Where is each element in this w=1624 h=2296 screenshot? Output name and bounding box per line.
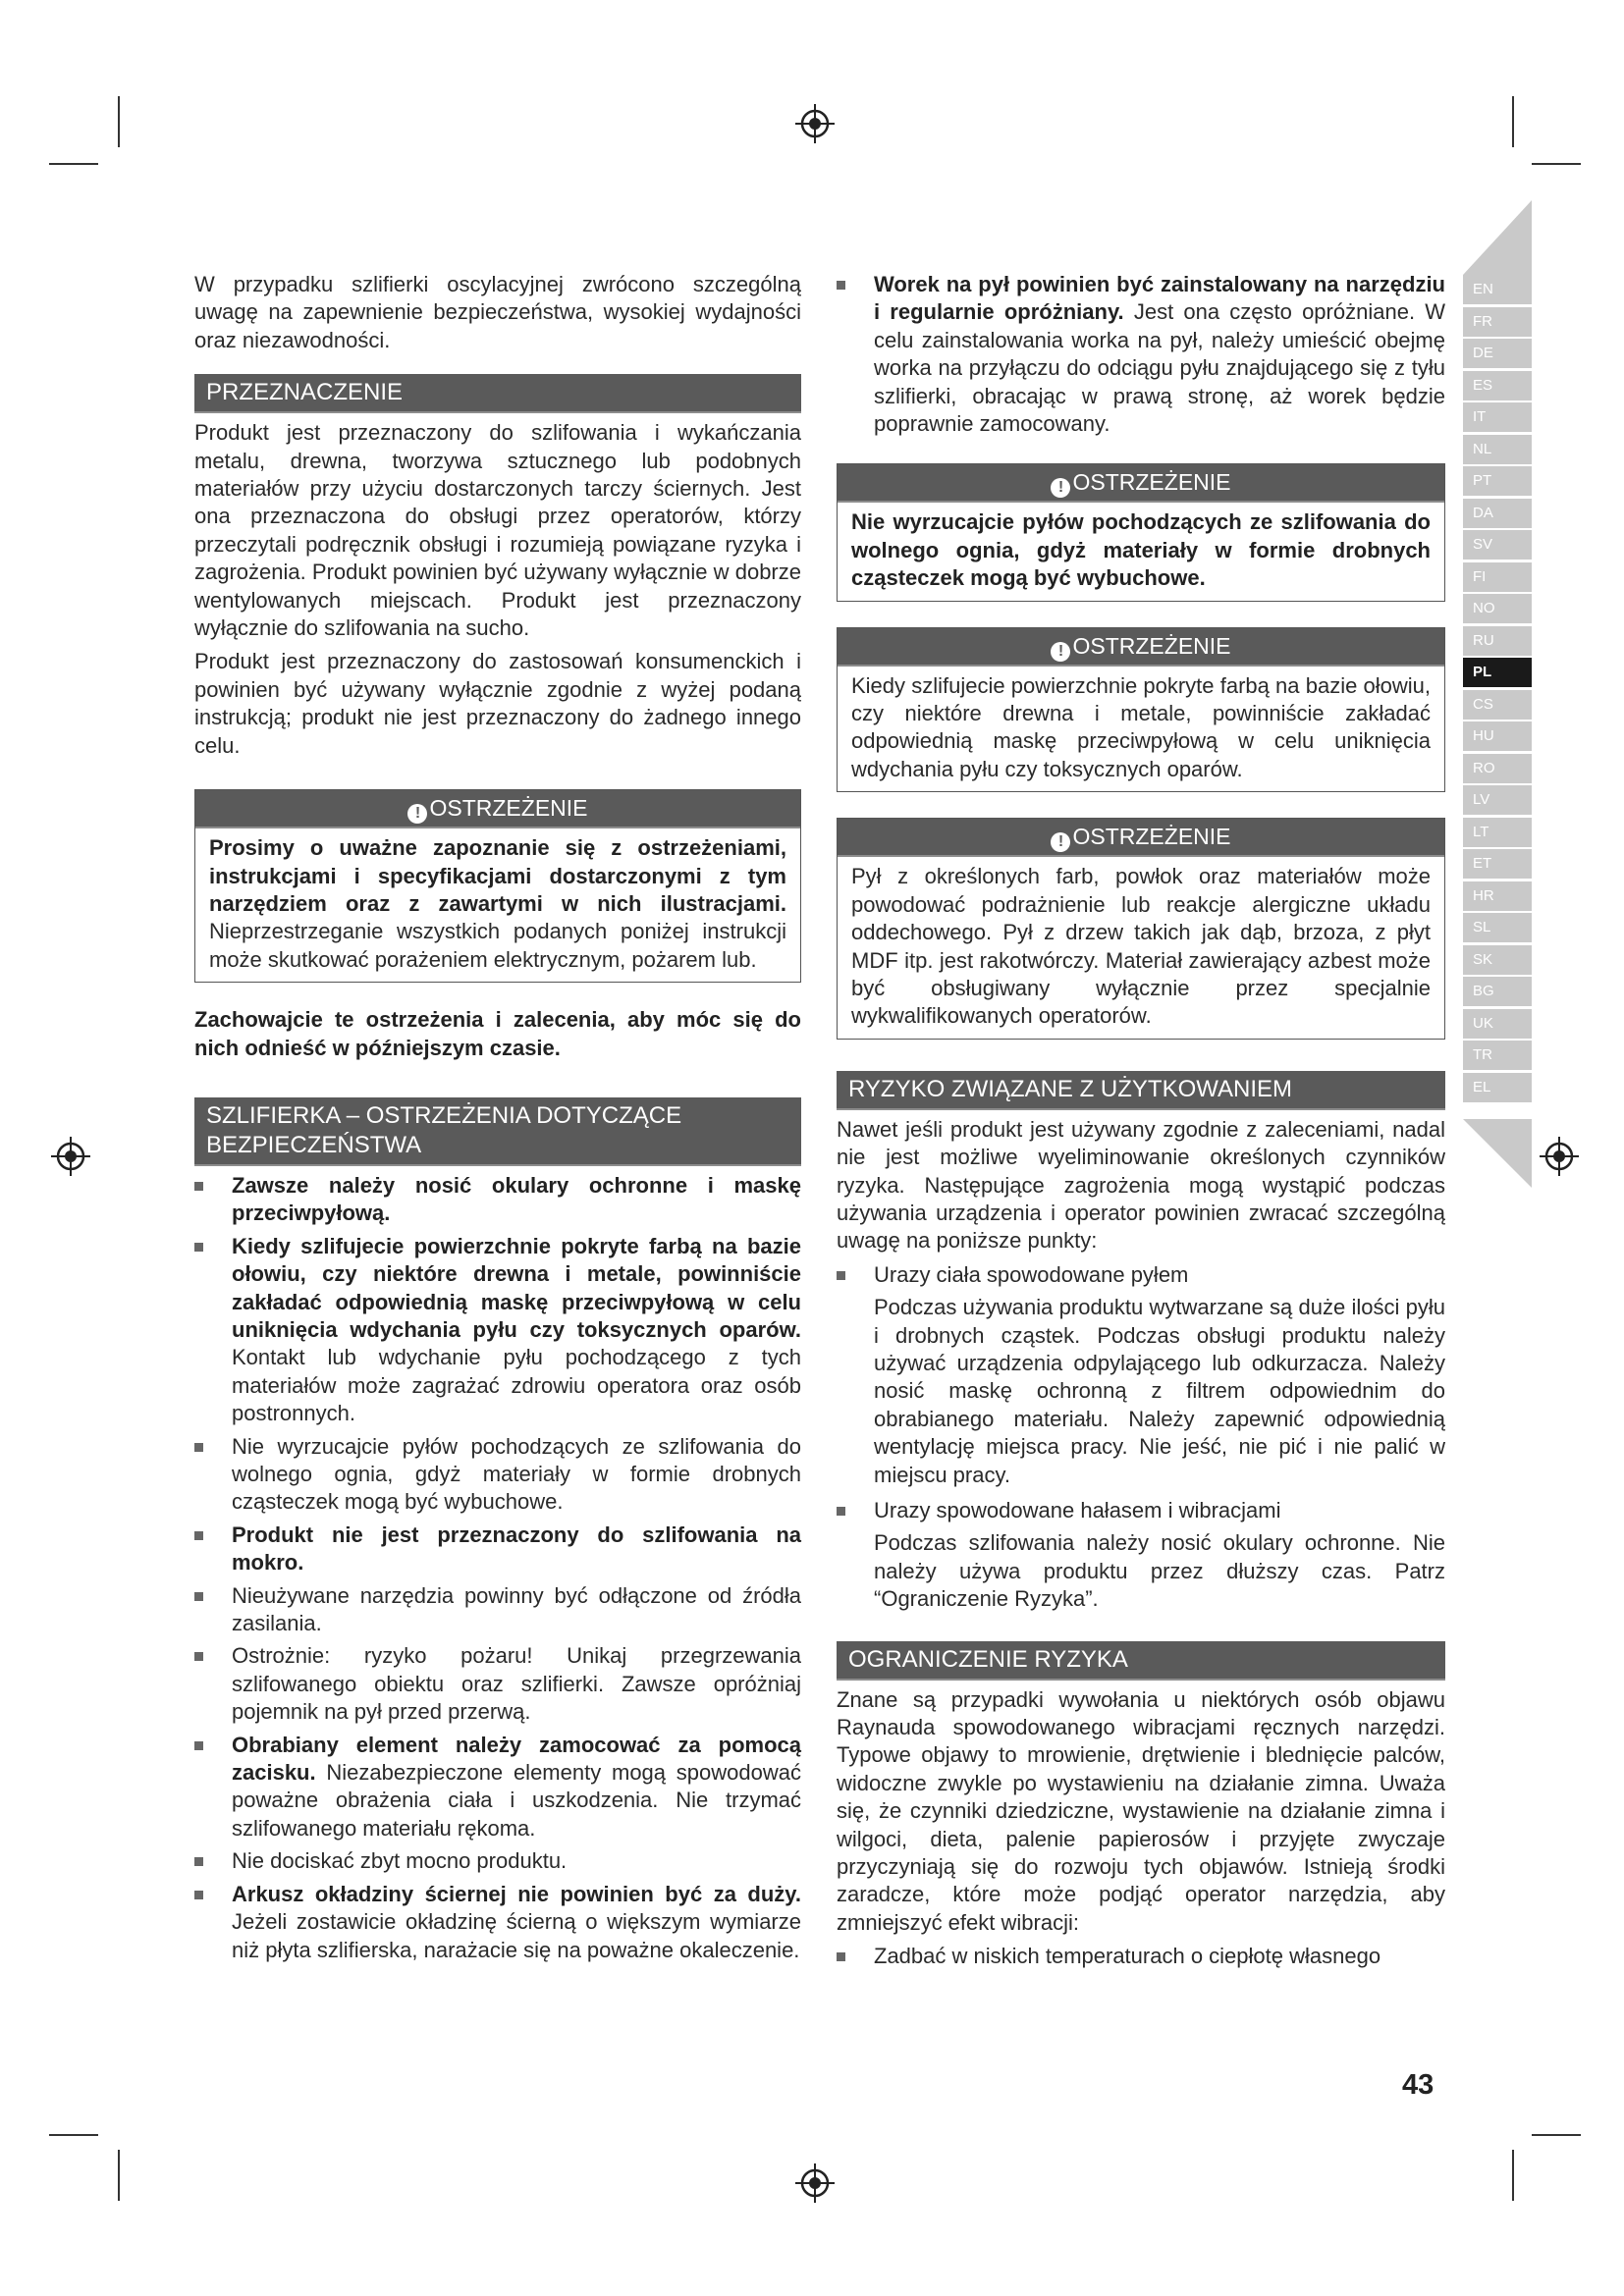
language-tab-hr[interactable]: HR [1463, 881, 1532, 911]
warning-box [194, 789, 801, 983]
language-tab-en[interactable]: EN [1463, 275, 1532, 304]
keep-note [194, 1006, 801, 1062]
language-tab-ru[interactable]: RU [1463, 626, 1532, 656]
warning-icon: ! [1051, 832, 1070, 852]
language-tab-tr[interactable]: TR [1463, 1041, 1532, 1070]
risk-item-text: Podczas używania produktu wytwarzane są duże ilości pyłu i drobnych cząstek. Podczas obsługi produktu należy używać urządzenia odpylającego lub odkurzacza. Należy nosić maskę ochronną z filtrem odpowiednim do obrabianego materiału. Należy zapewnić odpowiednią wentylację miejsca pracy. Nie jeść, nie pić i nie palić w miejscu pracy. [874, 1295, 1445, 1487]
list-item [194, 1233, 801, 1428]
list-item-bold: Kiedy szlifujecie powierzchnie pokryte farbą na bazie ołowiu, czy niektóre drewna i metale, powinniście zakładać odpowiednią maskę przeciwpyłową w celu uniknięcia wdychania pyłu czy toksycznych oparów. [232, 1233, 801, 1342]
safety-list [194, 1172, 801, 1964]
registration-mark-icon [793, 2162, 837, 2205]
list-item [837, 271, 1445, 438]
warning-icon: ! [407, 804, 427, 824]
language-tab-sk[interactable]: SK [1463, 945, 1532, 975]
list-item: Urazy ciała spowodowane pyłem [837, 1261, 1445, 1289]
registration-mark-icon [1538, 1135, 1581, 1178]
warning-label: OSTRZEŻENIE [1072, 824, 1231, 850]
warning-label: OSTRZEŻENIE [1072, 632, 1231, 659]
warning-body [195, 828, 800, 982]
warning-body: Pył z określonych farb, powłok oraz materiałów może powodować podrażnienie lub reakcje alergiczne układu oddechowego. Pył z drzew takich jak dąb, brzoza, z płyt MDF itp. jest rakotwórczy. Materiał zawierający azbest może być obsługiwany wyłącznie przez specjalnie wykwalifikowanych operatorów. [851, 864, 1431, 1029]
risk-header: RYZYKO ZWIĄZANE Z UŻYTKOWANIEM [837, 1071, 1445, 1110]
risk-item-text: Podczas szlifowania należy nosić okulary ochronne. Nie należy używa produktu przez dłuższy czas. Patrz “Ograniczenie Ryzyka”. [874, 1530, 1445, 1612]
list-item [194, 1172, 801, 1228]
language-tab-bg[interactable]: BG [1463, 977, 1532, 1006]
warning-box [837, 627, 1445, 793]
list-item: Nie dociskać zbyt mocno produktu. [194, 1847, 801, 1875]
language-tab-da[interactable]: DA [1463, 499, 1532, 528]
intro-paragraph: W przypadku szlifierki oscylacyjnej zwrócono szczególną uwagę na zapewnienie bezpieczeństwa, wysokiej wydajności oraz niezawodności. [194, 272, 801, 352]
language-tab-no[interactable]: NO [1463, 594, 1532, 623]
list-item-text: Niezabezpieczone elementy mogą spowodować poważne obrażenia ciała i uszkodzenia. Nie trzymać szlifowanego materiału rękoma. [232, 1760, 801, 1841]
risk-intro: Nawet jeśli produkt jest używany zgodnie z zaleceniami, nadal nie jest możliwe wyeliminowanie określonych czynników ryzyka. Następujące zagrożenia mogą wystąpić podczas używania urządzenia i operator powinien zwracać szczególną uwagę na poniższe punkty: [837, 1116, 1445, 1254]
language-tab-et[interactable]: ET [1463, 849, 1532, 879]
list-item [194, 1881, 801, 1964]
purpose-header: PRZEZNACZENIE [194, 374, 801, 413]
warning-header [838, 819, 1444, 857]
warning-text: Nieprzestrzeganie wszystkich podanych poniżej instrukcji może skutkować porażeniem elektrycznym, pożarem lub. [209, 919, 786, 972]
warning-bold-text: Prosimy o uważne zapoznanie się z ostrzeżeniami, instrukcjami i specyfikacjami dostarczonymi z tym narzędziem oraz z zawartymi w nich ilustracjami. [209, 835, 786, 916]
language-tab-el[interactable]: EL [1463, 1073, 1532, 1102]
language-tab-sv[interactable]: SV [1463, 530, 1532, 560]
list-item [194, 1732, 801, 1843]
crop-mark [1532, 163, 1581, 165]
limit-list [837, 1943, 1445, 1970]
list-item-bold: Arkusz okładziny ściernej nie powinien być za duży. [232, 1881, 801, 1906]
list-item [194, 1522, 801, 1577]
language-tab-nl[interactable]: NL [1463, 435, 1532, 464]
language-tab-es[interactable]: ES [1463, 371, 1532, 400]
warning-label: OSTRZEŻENIE [429, 795, 588, 822]
language-tab-fi[interactable]: FI [1463, 562, 1532, 592]
list-item: Ostrożnie: ryzyko pożaru! Unikaj przegrzewania szlifowanego obiektu oraz szlifierki. Zawsze opróżniaj pojemnik na pył przed przerwą. [194, 1642, 801, 1726]
list-item: Urazy spowodowane hałasem i wibracjami [837, 1497, 1445, 1524]
registration-mark-icon [49, 1135, 92, 1178]
list-item-text: Jest ona często opróżniane. W celu zainstalowania worka na pył, należy umieścić obejmę worka na przyłączu do odciągu pyłu znajdującego się z tyłu szlifierki, obracając w prawą stronę, aż worek będzie poprawnie zamocowany. [874, 299, 1446, 437]
limit-paragraph: Znane są przypadki wywołania u niektórych osób objawu Raynauda spowodowanego wibracjami ręcznych narzędzi. Typowe objawy to mrowienie, drętwienie i blednięcie palców, widoczne zwykle po wystawieniu na działanie zimna. Uważa się, że czynniki dziedziczne, wystawienie na działanie zimna i wilgoci, dieta, palenie papierosów i przyjęte zwyczaje przyczyniają się do rozwoju tych objawów. Istnieją środki zaradcze, które może podjąć operator narzędzia, aby zmniejszyć efekt wibracji: [837, 1686, 1445, 1935]
language-tab-lt[interactable]: LT [1463, 818, 1532, 847]
language-tab-bottom-shape [1463, 1119, 1532, 1188]
warning-header [838, 464, 1444, 503]
list-item: Nieużywane narzędzia powinny być odłączone od źródła zasilania. [194, 1582, 801, 1638]
warning-body [838, 503, 1444, 600]
risk-list [837, 1497, 1445, 1524]
language-tab-de[interactable]: DE [1463, 339, 1532, 368]
risk-list [837, 1261, 1445, 1289]
language-tab-lv[interactable]: LV [1463, 785, 1532, 815]
warning-icon: ! [1051, 642, 1070, 662]
warning-header [838, 628, 1444, 667]
crop-mark [49, 2134, 98, 2136]
warning-header [195, 790, 800, 828]
list-item-bold: Obrabiany element należy zamocować za pomocą zacisku. [232, 1732, 801, 1786]
left-column [194, 271, 801, 1969]
warning-box [837, 463, 1445, 601]
crop-mark [1512, 2150, 1514, 2201]
list-item: Zadbać w niskich temperaturach o ciepłotę własnego [837, 1943, 1445, 1970]
language-tab-top-shape [1463, 200, 1532, 275]
safety-header: SZLIFIERKA – OSTRZEŻENIA DOTYCZĄCE BEZPIECZEŃSTWA [194, 1097, 801, 1166]
crop-mark [49, 163, 98, 165]
crop-mark [1512, 96, 1514, 147]
list-item: Nie wyrzucajcie pyłów pochodzących ze szlifowania do wolnego ognia, gdyż materiały w formie drobnych cząsteczek mogą być wybuchowe. [194, 1433, 801, 1517]
language-tab-uk[interactable]: UK [1463, 1009, 1532, 1039]
list-item-bold: Worek na pył powinien być zainstalowany na narzędziu i regularnie opróżniany. [874, 272, 1445, 325]
warning-body: Kiedy szlifujecie powierzchnie pokryte farbą na bazie ołowiu, czy niektóre drewna i metale, powinniście zakładać odpowiednią maskę przeciwpyłową w celu uniknięcia wdychania pyłu czy toksycznych oparów. [851, 672, 1431, 781]
limit-header: OGRANICZENIE RYZYKA [837, 1641, 1445, 1681]
list-item-bold: Zawsze należy nosić okulary ochronne i maskę przeciwpyłową. [232, 1172, 801, 1226]
crop-mark [118, 96, 120, 147]
crop-mark [1532, 2134, 1581, 2136]
language-tab-pl[interactable]: PL [1463, 658, 1532, 687]
language-tab-ro[interactable]: RO [1463, 754, 1532, 783]
language-tab-fr[interactable]: FR [1463, 307, 1532, 337]
registration-mark-icon [793, 102, 837, 145]
right-column [837, 271, 1445, 1976]
crop-mark [118, 2150, 120, 2201]
language-tab-cs[interactable]: CS [1463, 690, 1532, 720]
list-item-text: Kontakt lub wdychanie pyłu pochodzącego z tych materiałów może zagrażać zdrowiu operatora oraz osób postronnych. [232, 1345, 801, 1426]
page-number: 43 [1402, 2069, 1435, 2101]
list-item-bold: Produkt nie jest przeznaczony do szlifowania na mokro. [232, 1522, 801, 1575]
keep-note-text: Zachowajcie te ostrzeżenia i zalecenia, aby móc się do nich odnieść w późniejszym czasie. [194, 1007, 801, 1060]
purpose-paragraph: Produkt jest przeznaczony do szlifowania i wykańczania metalu, drewna, tworzywa sztucznego lub podobnych materiałów przy użyciu dostarczonych tarczy ściernych. Jest ona przeznaczona do obsługi przez operatorów, którzy przeczytali podręcznik obsługi i rozumieją powiązane ryzyka i zagrożenia. Produkt powinien być używany wyłącznie w dobrze wentylowanych miejscach. Produkt jest przeznaczony wyłącznie do szlifowania na sucho. [194, 420, 801, 641]
language-tab-hu[interactable]: HU [1463, 721, 1532, 751]
purpose-paragraph: Produkt jest przeznaczony do zastosowań konsumenckich i powinien być używany wyłącznie zgodnie z wyżej podaną instrukcją; produkt nie jest przeznaczony do żadnego innego celu. [194, 649, 801, 758]
warning-label: OSTRZEŻENIE [1072, 469, 1231, 496]
language-tab-it[interactable]: IT [1463, 402, 1532, 432]
warning-bold-text: Nie wyrzucajcie pyłów pochodzących ze szlifowania do wolnego ognia, gdyż materiały w formie drobnych cząsteczek mogą być wybuchowe. [851, 509, 1431, 591]
language-tab-bar [1463, 275, 1532, 1104]
language-tab-sl[interactable]: SL [1463, 913, 1532, 942]
warning-icon: ! [1051, 478, 1070, 498]
dustbag-list [837, 271, 1445, 438]
language-tab-pt[interactable]: PT [1463, 466, 1532, 496]
warning-box [837, 818, 1445, 1039]
list-item-text: Jeżeli zostawicie okładzinę ścierną o większym wymiarze niż płyta szlifierska, narażacie się na poważne okaleczenie. [232, 1909, 801, 1962]
